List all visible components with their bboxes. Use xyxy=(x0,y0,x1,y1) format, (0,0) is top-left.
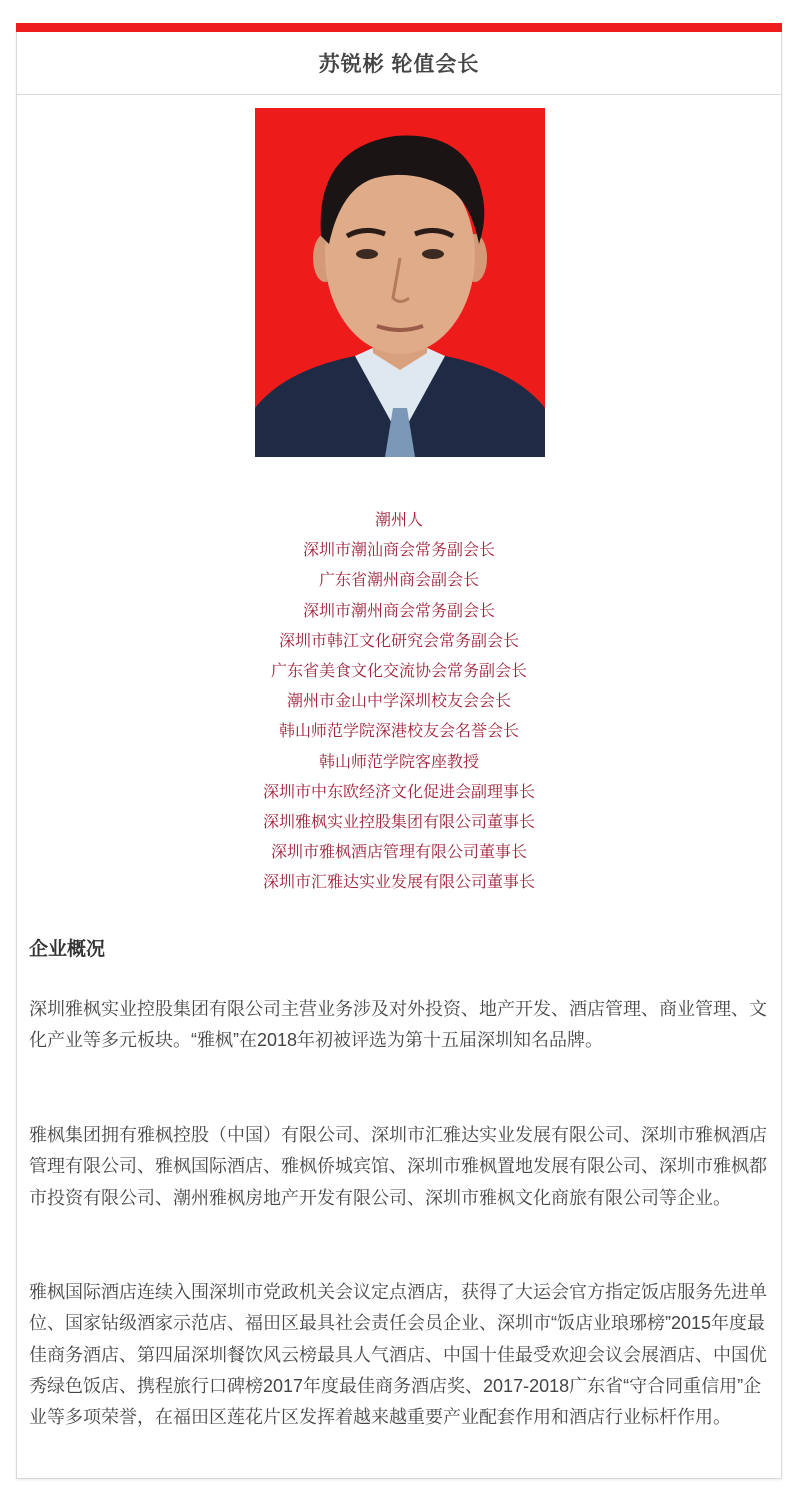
title-item: 广东省潮州商会副会长 xyxy=(318,572,479,590)
title-item: 深圳市潮汕商会常务副会长 xyxy=(302,542,495,560)
title-item: 广东省美食文化交流协会常务副会长 xyxy=(270,662,527,680)
portrait-photo xyxy=(255,108,545,457)
title-item: 深圳市中东欧经济文化促进会副理事长 xyxy=(262,783,535,801)
overview-paragraph-1: 深圳雅枫实业控股集团有限公司主营业务涉及对外投资、地产开发、酒店管理、商业管理、文化产业等多元板块。“雅枫”在2018年初被评选为第十五届深圳知名品牌。 xyxy=(29,999,767,1051)
top-accent-bar xyxy=(16,23,782,32)
title-item: 韩山师范学院深港校友会名誉会长 xyxy=(278,723,519,741)
title-item: 深圳雅枫实业控股集团有限公司董事长 xyxy=(262,813,535,831)
title-item: 韩山师范学院客座教授 xyxy=(318,753,479,771)
profile-card xyxy=(16,32,782,1479)
overview-heading: 企业概况 xyxy=(29,939,106,960)
title-item: 深圳市汇雅达实业发展有限公司董事长 xyxy=(262,874,535,892)
title-item: 深圳市潮州商会常务副会长 xyxy=(302,602,495,620)
page-title: 苏锐彬 轮值会长 xyxy=(318,53,480,76)
title-item: 深圳市雅枫酒店管理有限公司董事长 xyxy=(270,844,527,862)
overview-paragraph-2: 雅枫集团拥有雅枫控股（中国）有限公司、深圳市汇雅达实业发展有限公司、深圳市雅枫酒店管理有限公司、雅枫国际酒店、雅枫侨城宾馆、深圳市雅枫置地发展有限公司、深圳市雅枫都市投资有限公司、潮州雅枫房地产开发有限公司、深圳市雅枫文化商旅有限公司等企业。 xyxy=(29,1125,767,1208)
portrait-photo-icon xyxy=(255,108,545,457)
card-header xyxy=(17,32,781,95)
titles-list xyxy=(17,506,781,898)
title-item: 潮州人 xyxy=(374,512,423,529)
title-item: 潮州市金山中学深圳校友会会长 xyxy=(286,693,511,711)
title-item: 深圳市韩江文化研究会常务副会长 xyxy=(278,632,519,650)
overview-paragraph-3: 雅枫国际酒店连续入围深圳市党政机关会议定点酒店，获得了大运会官方指定饭店服务先进单位、国家钻级酒家示范店、福田区最具社会责任会员企业、深圳市“饭店业琅琊榜”2015年度最佳商务酒店、第四届深圳餐饮风云榜最具人气酒店、中国十佳最受欢迎会议会展酒店、中国优秀绿色饭店、携程旅行口碑榜2017年度最佳商务酒店奖、2017-2018广东省“守合同重信用”企业等多项荣誉，在福田区莲花片区发挥着越来越重要产业配套作用和酒店行业标杆作用。 xyxy=(29,1282,767,1428)
